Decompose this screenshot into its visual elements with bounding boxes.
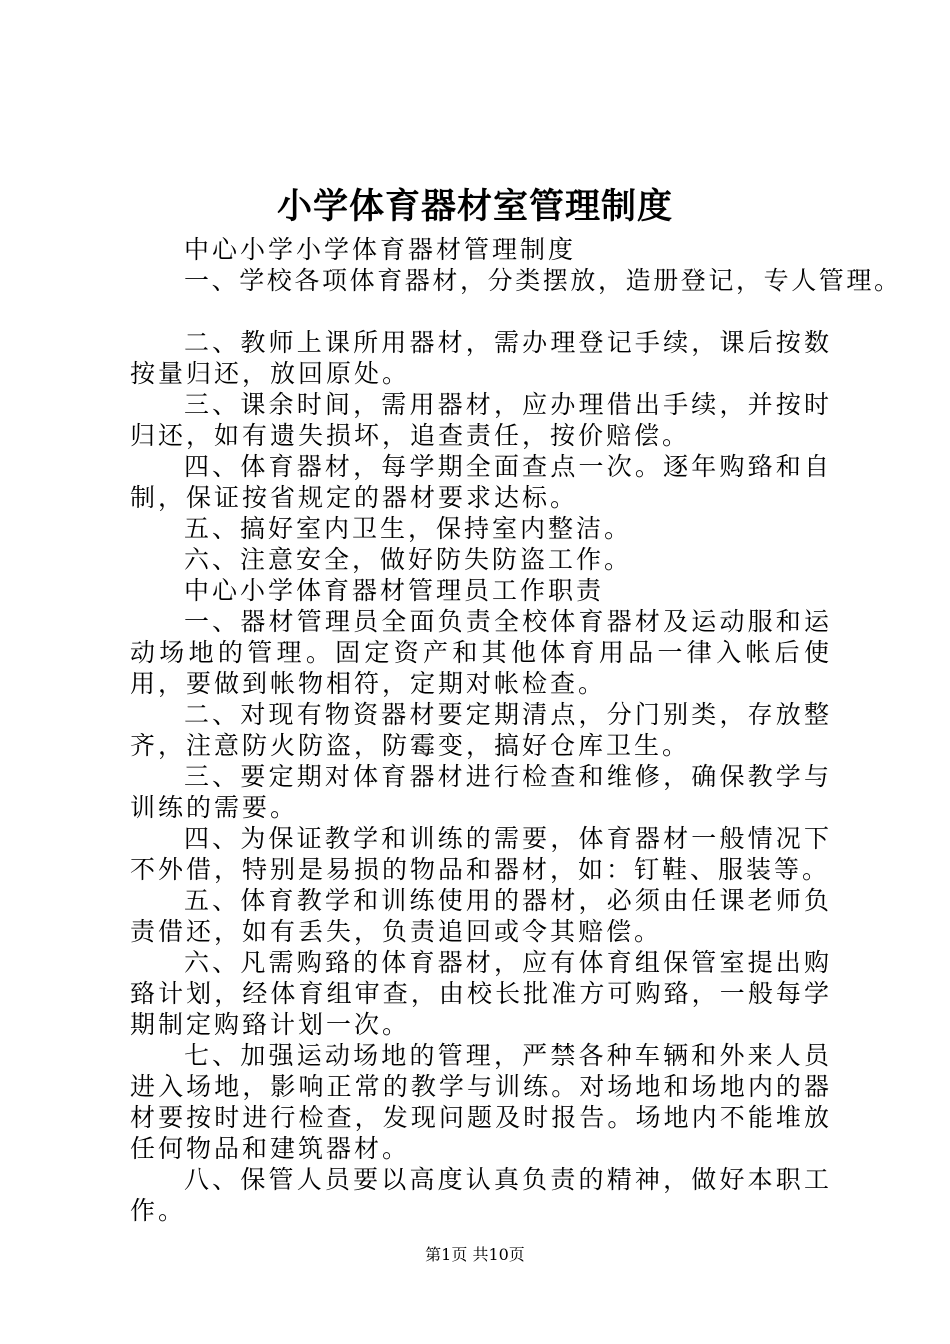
paragraph: 二、对现有物资器材要定期清点，分门别类，存放整齐，注意防火防盗，防霉变，搞好仓库卫生。 xyxy=(130,700,832,760)
section-heading: 中心小学小学体育器材管理制度 xyxy=(184,235,577,264)
paragraph: 四、体育器材，每学期全面查点一次。逐年购臵和自制，保证按省规定的器材要求达标。 xyxy=(130,452,832,512)
paragraph: 七、加强运动场地的管理，严禁各种车辆和外来人员进入场地，影响正常的教学与训练。对场地和场地内的器材要按时进行检查，发现问题及时报告。场地内不能堆放任何物品和建筑器材。 xyxy=(130,1041,832,1163)
paragraph: 一、器材管理员全面负责全校体育器材及运动服和运动场地的管理。固定资产和其他体育用品一律入帐后使用，要做到帐物相符，定期对帐检查。 xyxy=(130,607,832,698)
document-title: 小学体育器材室管理制度 xyxy=(276,186,673,227)
paragraph: 六、凡需购臵的体育器材，应有体育组保管室提出购臵计划，经体育组审查，由校长批准方可购臵，一般每学期制定购臵计划一次。 xyxy=(130,948,832,1039)
section-heading: 中心小学体育器材管理员工作职责 xyxy=(184,576,605,605)
paragraph: 八、保管人员要以高度认真负责的精神，做好本职工作。 xyxy=(130,1165,832,1225)
document-body xyxy=(130,234,902,1226)
paragraph: 六、注意安全，做好防失防盗工作。 xyxy=(184,545,633,574)
paragraph: 三、要定期对体育器材进行检查和维修，确保教学与训练的需要。 xyxy=(130,762,832,822)
paragraph: 四、为保证教学和训练的需要，体育器材一般情况下不外借，特别是易损的物品和器材，如：钉鞋、服装等。 xyxy=(130,824,832,884)
paragraph: 二、教师上课所用器材，需办理登记手续，课后按数按量归还，放回原处。 xyxy=(130,328,832,388)
paragraph: 五、搞好室内卫生，保持室内整洁。 xyxy=(184,514,633,543)
page-number-footer: 第1页 共10页 xyxy=(425,1245,525,1264)
paragraph: 一、学校各项体育器材，分类摆放，造册登记，专人管理。 xyxy=(184,266,902,295)
paragraph: 五、体育教学和训练使用的器材，必须由任课老师负责借还，如有丢失，负责追回或令其赔偿。 xyxy=(130,886,832,946)
paragraph: 三、课余时间，需用器材，应办理借出手续，并按时归还，如有遗失损坏，追查责任，按价赔偿。 xyxy=(130,390,832,450)
